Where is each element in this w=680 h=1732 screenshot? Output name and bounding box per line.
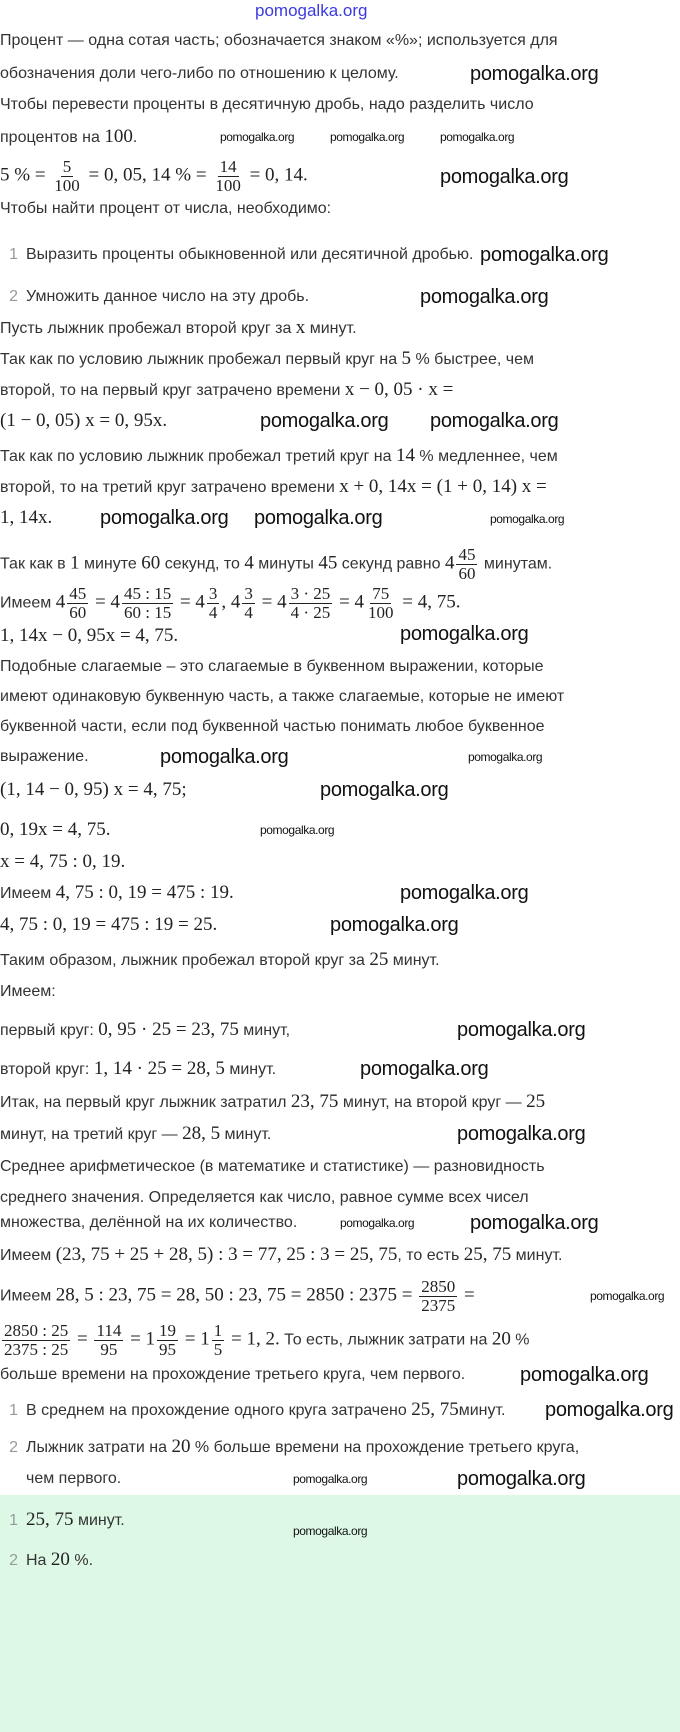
text-line [0,1187,529,1209]
watermark: pomogalka.org [360,1058,489,1080]
math: 1, 14x. [0,507,53,528]
text-line [0,1549,93,1572]
fraction [289,585,333,622]
text-line [0,198,331,220]
fraction-numerator: 5 [62,157,72,176]
watermark: pomogalka.org [340,1216,415,1230]
text-line [0,244,473,266]
text: Так как в [0,555,71,573]
fraction-denominator: 95 [100,1340,118,1359]
text: Так как по условию лыжник пробежал третий круг на [0,448,396,465]
math: (1, 14 − 0, 95) x = 4, 75; [0,779,187,800]
math: 45 [318,552,338,574]
watermark: pomogalka.org [545,1399,674,1421]
text: минут. [388,952,440,969]
text: В среднем на прохождение одного круга затрачено [26,1402,412,1419]
watermark: pomogalka.org [470,1212,599,1234]
math: 20 [171,1436,191,1457]
math: 25 [369,949,389,970]
text-line [0,1156,545,1178]
fraction-denominator: 5 [213,1340,223,1359]
math: = [459,1284,475,1306]
text-line [0,625,178,648]
text-line [0,716,545,738]
math: 0, 95 · 25 = 23, 75 [98,1019,239,1040]
watermark: pomogalka.org [160,746,289,768]
text-line [0,546,552,583]
math: 28, 5 [182,1123,221,1144]
text-line [0,981,56,1003]
math: = 0, 05, 14 % = [83,164,212,186]
text: минут. [458,1402,506,1419]
math: = 4 [175,591,205,613]
text: минут. [73,1512,125,1529]
list-number: 2 [9,1552,18,1569]
text: Имеем [0,1287,56,1305]
math: 1 [70,552,80,574]
watermark: pomogalka.org [100,507,229,529]
watermark: pomogalka.org [457,1468,586,1490]
math: = 1 [180,1328,210,1350]
fraction-numerator: 3 [208,584,218,603]
text-line [0,507,52,530]
math: 4, 75 : 0, 19 = 475 : 19. [55,882,234,903]
text-line [0,1509,125,1532]
header-watermark-link[interactable]: pomogalka.org [255,1,368,20]
text: То есть, лыжник затрати на [279,1331,492,1349]
text: Имеем: [0,983,56,1000]
fraction [67,585,88,622]
text: второй, то на третий круг затрачено времени [0,479,340,496]
fraction [94,1322,123,1359]
text-line [0,746,89,768]
watermark: pomogalka.org [400,623,529,645]
watermark: pomogalka.org [490,512,565,526]
text-line [0,410,167,433]
text: минут. [220,1126,272,1143]
watermark: pomogalka.org [457,1019,586,1041]
math: 20 [50,1549,70,1570]
text-line [0,949,440,972]
text: Итак, на первый круг лыжник затратил [0,1094,291,1111]
text-line [0,1019,290,1042]
text: минут. [511,1247,563,1264]
text: % больше времени на прохождение третьего круга, [190,1439,580,1456]
text-line [0,882,234,905]
text: % быстрее, чем [411,351,534,368]
list-number: 1 [9,1512,18,1529]
text: минут. [305,320,357,337]
fraction-denominator: 2375 : 25 [4,1340,69,1359]
text-line [0,1399,505,1422]
text-line [0,1244,562,1267]
text: Выразить проценты обыкновенной или десятичной дробью. [26,246,474,263]
watermark: pomogalka.org [420,286,549,308]
fraction-numerator: 19 [159,1321,177,1340]
fraction [2,1322,70,1359]
watermark: pomogalka.org [320,779,449,801]
fraction-denominator: 100 [368,603,394,622]
text: второй круг: [0,1061,94,1078]
fraction [212,1322,225,1359]
math: 100 [104,126,133,147]
text: минуты [253,555,319,573]
fraction [122,585,173,622]
text-line [0,914,217,937]
math: 5 [401,348,412,369]
watermark: pomogalka.org [330,130,405,144]
list-number: 1 [9,246,18,263]
list-number: 1 [9,1402,18,1419]
text: секунд, то [160,555,245,573]
text-line [0,30,558,52]
fraction-denominator: 60 : 15 [123,603,172,622]
text: . [132,129,138,146]
text: Чтобы найти процент от числа, необходимо: [0,200,332,217]
text: минутам. [479,555,553,573]
text: второй, то на первый круг затрачено времени [0,382,345,399]
watermark: pomogalka.org [468,750,543,764]
text-line [0,819,110,842]
math: 20 [491,1328,511,1350]
text-line [0,1278,475,1315]
fraction-denominator: 60 [69,603,87,622]
math: = 0, 14. [244,164,308,186]
text: секунд равно [337,555,445,573]
math: 0, 19x = 4, 75. [0,819,111,840]
fraction [419,1278,457,1315]
text-line [0,317,357,340]
math: 25, 75 [463,1244,512,1265]
fraction [213,158,243,195]
text: %. [69,1552,94,1569]
math: 23, 75 [290,1091,339,1112]
text-line [0,686,564,708]
watermark: pomogalka.org [330,914,459,936]
math: x + 0, 14x = (1 + 0, 14) x = [339,476,547,497]
math: 25, 75 [411,1399,459,1420]
text-line [0,851,125,874]
fraction-numerator: 2850 [421,1277,456,1296]
text: , то есть [397,1247,464,1264]
text: множества, делённой на их количество. [0,1214,298,1231]
watermark: pomogalka.org [440,130,515,144]
fraction-denominator: 4 [208,603,218,622]
fraction-numerator: 2850 : 25 [4,1321,69,1340]
text-line [0,585,461,622]
text-line [0,379,453,402]
text: минут, [238,1022,291,1039]
math: (1 − 0, 05) x = 0, 95x. [0,410,168,431]
fraction-numerator: 1 [213,1321,223,1340]
watermark: pomogalka.org [260,410,389,432]
text: Процент — одна сотая часть; обозначается знаком «%»; используется для [0,32,558,49]
fraction [207,585,220,622]
text: минуте [79,555,142,573]
math: 4 [55,591,66,613]
text: выражение. [0,748,89,765]
fraction [52,158,82,195]
watermark: pomogalka.org [400,882,529,904]
text-line [0,476,547,499]
text: обозначения доли чего-либо по отношению к целому. [0,65,399,82]
text: имеют одинаковую буквенную часть, а также слагаемые, которые не имеют [0,688,565,705]
fraction-denominator: 95 [159,1340,177,1359]
fraction-numerator: 45 [458,545,476,564]
fraction-denominator: 4 [244,603,253,622]
text: Имеем [0,1247,56,1264]
math: 1, 14x − 0, 95x = 4, 75. [0,625,179,646]
fraction-numerator: 3 [244,584,253,603]
watermark: pomogalka.org [520,1364,649,1386]
math: 4 [244,552,254,574]
math: 4 [444,552,455,574]
list-number: 2 [9,1439,18,1456]
fraction-numerator: 75 [372,584,390,603]
watermark: pomogalka.org [470,63,599,85]
text: Лыжник затрати на [26,1439,172,1456]
math: = 4 [256,591,287,613]
text: минут. [224,1061,277,1078]
watermark: pomogalka.org [430,410,559,432]
fraction-numerator: 45 : 15 [123,584,172,603]
math: 28, 5 : 23, 75 = 28, 50 : 23, 75 = 2850 : 2375 = [55,1284,418,1306]
math: , 4 [221,591,241,613]
fraction-numerator: 45 [69,584,87,603]
math: = 4, 75. [397,591,461,613]
text-line [0,656,544,678]
text-line [0,445,558,468]
text: Пусть лыжник пробежал второй круг за [0,320,296,337]
text: % [510,1331,530,1349]
text: Таким образом, лыжник пробежал второй круг за [0,952,370,969]
math: 25, 75 [26,1509,74,1530]
fraction-numerator: 3 · 25 [290,584,331,603]
fraction-numerator: 114 [96,1321,122,1340]
text: чем первого. [26,1470,122,1487]
math: x − 0, 05 · x = [344,379,454,400]
text: Чтобы перевести проценты в десятичную дробь, надо разделить число [0,96,534,113]
watermark: pomogalka.org [440,166,569,188]
text: Подобные слагаемые – это слагаемые в буквенном выражении, которые [0,658,544,675]
fraction [157,1322,178,1359]
text-line [0,1058,276,1081]
text-line [0,286,309,308]
fraction-denominator: 100 [215,176,241,195]
text-line [0,1091,545,1114]
text: Среднее арифметическое (в математике и статистике) — разновидность [0,1158,545,1175]
text-line [0,94,534,116]
text: Имеем [0,594,56,612]
fraction-denominator: 4 · 25 [290,603,331,622]
fraction-numerator: 14 [219,157,237,176]
math: = 4 [90,591,120,613]
text-line [0,348,534,371]
math: = [72,1328,93,1350]
text-line [0,1123,271,1146]
text: процентов на [0,129,105,146]
watermark: pomogalka.org [293,1524,368,1538]
fraction-denominator: 2375 [421,1296,456,1315]
text-line [0,63,399,85]
fraction [242,585,255,622]
math: x = 4, 75 : 0, 19. [0,851,126,872]
fraction-denominator: 100 [54,176,80,195]
list-number: 2 [9,288,18,305]
watermark: pomogalka.org [480,244,609,266]
math: = 1 [125,1328,156,1350]
text: Так как по условию лыжник пробежал первый круг на [0,351,402,368]
math: x [295,317,306,338]
text-line [0,779,187,802]
text-line [0,1364,465,1386]
text: минут, на второй круг — [338,1094,527,1111]
math: 4, 75 : 0, 19 = 475 : 19 = 25. [0,914,218,935]
text: среднего значения. Определяется как число, равное сумме всех чисел [0,1189,529,1206]
text: % медленнее, чем [414,448,558,465]
math: = 4 [334,591,365,613]
math: 1, 14 · 25 = 28, 5 [93,1058,225,1079]
text-line [0,1322,529,1359]
math: 25 [526,1091,546,1112]
text: минут, на третий круг — [0,1126,183,1143]
watermark: pomogalka.org [457,1123,586,1145]
watermark: pomogalka.org [590,1289,665,1303]
text: буквенной части, если под буквенной частью понимать любое буквенное [0,718,545,735]
fraction [366,585,396,622]
text: первый круг: [0,1022,99,1039]
text: Умножить данное число на эту дробь. [26,288,310,305]
watermark: pomogalka.org [293,1472,368,1486]
text-line [0,1436,579,1459]
math: 60 [141,552,161,574]
text: Имеем [0,885,56,902]
text: На [26,1552,51,1569]
fraction [456,546,477,583]
math: (23, 75 + 25 + 28, 5) : 3 = 77, 25 : 3 = 25, 75 [55,1244,398,1265]
math: = 1, 2. [226,1328,280,1350]
text-line [0,1212,297,1234]
math: 5 % = [0,164,51,186]
text-line [0,1468,121,1490]
text: больше времени на прохождение третьего круга, чем первого. [0,1366,466,1383]
text-line [0,126,137,149]
fraction-denominator: 60 [458,564,476,583]
watermark: pomogalka.org [220,130,295,144]
math: 14 [395,445,415,466]
watermark: pomogalka.org [260,823,335,837]
text-line [0,158,308,195]
watermark: pomogalka.org [254,507,383,529]
